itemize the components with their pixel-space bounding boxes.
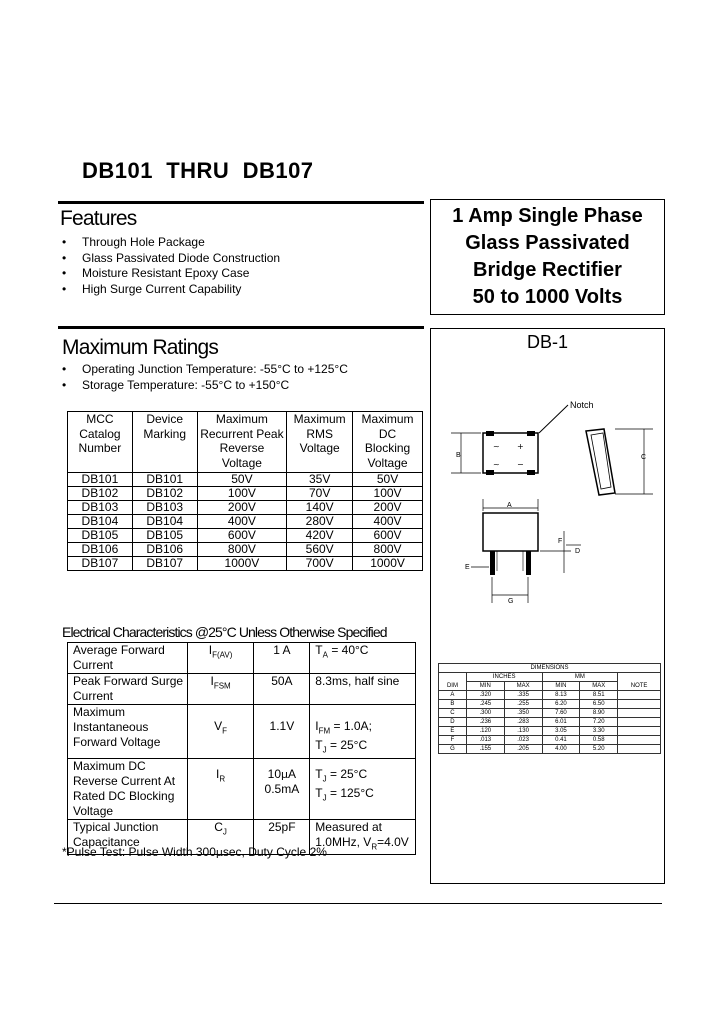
condition-cell: 8.3ms, half sine xyxy=(310,674,416,705)
table-cell xyxy=(618,745,661,754)
condition-cell: $T_J = 25^\circ C$ $T_J = 125^\circ C$ xyxy=(310,758,416,819)
table-row xyxy=(68,674,416,705)
table-cell: 3.30 xyxy=(580,727,618,736)
ac-symbol: ~ xyxy=(493,442,500,451)
features-heading: Features xyxy=(60,207,137,230)
package-drawing xyxy=(431,329,664,629)
value-cell: 1.1V xyxy=(254,705,310,759)
ac-symbol: ~ xyxy=(493,460,500,469)
list-item: • Moisture Resistant Epoxy Case xyxy=(62,266,280,282)
table-cell: DB107 xyxy=(68,557,133,571)
table-row xyxy=(68,557,423,571)
table-cell: 7.20 xyxy=(580,718,618,727)
table-header: Maximum Recurrent Peak Reverse Voltage xyxy=(197,412,287,473)
max-header: MAX xyxy=(580,682,618,691)
table-cell: 50V xyxy=(353,473,423,487)
description-line: 1 Amp Single Phase xyxy=(452,205,643,227)
table-cell: 420V xyxy=(287,529,353,543)
table-cell: DB104 xyxy=(132,515,197,529)
value-cell: 1 A xyxy=(254,643,310,674)
dim-label-g: G xyxy=(508,598,514,605)
table-cell: 600V xyxy=(197,529,287,543)
list-item: • Glass Passivated Diode Construction xyxy=(62,251,280,267)
table-cell: .255 xyxy=(504,700,542,709)
page-title: DB101 THRU DB107 xyxy=(82,158,314,183)
dim-label-c: C xyxy=(641,454,647,461)
dim-label-a: A xyxy=(507,502,512,509)
table-header: MCC Catalog Number xyxy=(68,412,133,473)
symbol-cell: $I_{FSM}$ xyxy=(187,674,254,705)
condition-cell: Measured at 1.0MHz, $V_R=4.0V$ xyxy=(310,819,416,854)
table-cell: 140V xyxy=(287,501,353,515)
table-cell xyxy=(618,709,661,718)
min-header: MIN xyxy=(542,682,580,691)
table-cell: 200V xyxy=(197,501,287,515)
condition-cell: $T_A = 40^\circ C$ xyxy=(310,643,416,674)
table-cell: 400V xyxy=(353,515,423,529)
minus-symbol: − xyxy=(517,460,524,469)
table-cell: 0.58 xyxy=(580,736,618,745)
list-item: • Operating Junction Temperature: -55°C to +125°C xyxy=(62,362,348,378)
plus-symbol: + xyxy=(517,442,524,451)
symbol-cell: $C_J$ xyxy=(187,819,254,854)
table-cell xyxy=(618,727,661,736)
param-cell: Maximum DC Reverse Current At Rated DC Blocking Voltage xyxy=(68,758,188,819)
table-cell: 7.60 xyxy=(542,709,580,718)
table-cell: DB102 xyxy=(132,487,197,501)
table-cell: 100V xyxy=(353,487,423,501)
table-cell: 100V xyxy=(197,487,287,501)
table-cell: DB103 xyxy=(132,501,197,515)
list-item: • High Surge Current Capability xyxy=(62,282,280,298)
table-cell: DB103 xyxy=(68,501,133,515)
electrical-heading: Electrical Characteristics @25°C Unless Otherwise Specified xyxy=(62,624,387,640)
table-row xyxy=(68,758,416,819)
param-cell: Average Forward Current xyxy=(68,643,188,674)
table-cell: E xyxy=(439,727,467,736)
param-cell: Typical Junction Capacitance xyxy=(68,819,188,854)
table-cell: 800V xyxy=(197,543,287,557)
table-cell: .155 xyxy=(466,745,504,754)
table-cell: 280V xyxy=(287,515,353,529)
table-cell: DB101 xyxy=(132,473,197,487)
description-line: 50 to 1000 Volts xyxy=(472,286,623,308)
max-ratings-list xyxy=(62,362,348,393)
pin-stub xyxy=(486,470,494,475)
table-cell: DB105 xyxy=(132,529,197,543)
dim-label-f: F xyxy=(558,538,563,545)
features-list xyxy=(62,235,280,297)
package-top-view xyxy=(483,433,538,473)
table-cell: DB107 xyxy=(132,557,197,571)
table-row xyxy=(68,543,423,557)
table-cell: 8.90 xyxy=(580,709,618,718)
table-row xyxy=(68,487,423,501)
symbol-cell: $V_F$ xyxy=(187,705,254,759)
value-cell: 10μA 0.5mA xyxy=(254,758,310,819)
table-cell: 0.41 xyxy=(542,736,580,745)
table-cell: 700V xyxy=(287,557,353,571)
table-cell xyxy=(618,691,661,700)
bottom-divider xyxy=(54,903,662,904)
footnote: *Pulse Test: Pulse Width 300μsec, Duty Cycle 2% xyxy=(62,845,327,859)
table-cell: 200V xyxy=(353,501,423,515)
electrical-table xyxy=(67,642,416,855)
package-front-view xyxy=(483,513,538,551)
table-cell: 1000V xyxy=(353,557,423,571)
table-cell: .023 xyxy=(504,736,542,745)
max-header: MAX xyxy=(504,682,542,691)
table-row xyxy=(68,643,416,674)
table-row xyxy=(68,705,416,759)
table-cell: DB104 xyxy=(68,515,133,529)
table-cell: .205 xyxy=(504,745,542,754)
table-cell: A xyxy=(439,691,467,700)
table-cell xyxy=(618,736,661,745)
description-line: Bridge Rectifier xyxy=(473,259,622,281)
table-cell: DB102 xyxy=(68,487,133,501)
dimensions-title: DIMENSIONS xyxy=(439,664,661,673)
list-item: • Storage Temperature: -55°C to +150°C xyxy=(62,378,348,394)
divider xyxy=(58,201,424,204)
table-cell: .300 xyxy=(466,709,504,718)
table-cell: B xyxy=(439,700,467,709)
table-cell: 8.51 xyxy=(580,691,618,700)
table-cell: 3.05 xyxy=(542,727,580,736)
table-cell: 800V xyxy=(353,543,423,557)
table-cell: 50V xyxy=(197,473,287,487)
dim-label-b: B xyxy=(456,452,461,459)
table-header: Device Marking xyxy=(132,412,197,473)
table-cell: G xyxy=(439,745,467,754)
dim-label-e: E xyxy=(465,564,470,571)
table-cell: F xyxy=(439,736,467,745)
table-cell: 8.13 xyxy=(542,691,580,700)
symbol-cell: $I_{F(AV)}$ xyxy=(187,643,254,674)
table-cell: .350 xyxy=(504,709,542,718)
table-cell: DB106 xyxy=(132,543,197,557)
table-cell: .283 xyxy=(504,718,542,727)
description-box xyxy=(430,199,665,315)
table-cell xyxy=(618,700,661,709)
description-line: Glass Passivated xyxy=(465,232,630,254)
table-cell: 1000V xyxy=(197,557,287,571)
notch-label: Notch xyxy=(570,400,594,410)
package-name: DB-1 xyxy=(526,332,568,352)
mm-header: MM xyxy=(542,673,618,682)
table-cell: .013 xyxy=(466,736,504,745)
divider xyxy=(58,326,424,329)
table-row xyxy=(439,736,661,745)
list-item: • Through Hole Package xyxy=(62,235,280,251)
value-cell: 25pF xyxy=(254,819,310,854)
table-cell: 400V xyxy=(197,515,287,529)
table-row xyxy=(439,709,661,718)
max-ratings-table xyxy=(67,411,423,571)
table-cell: 6.01 xyxy=(542,718,580,727)
package-box xyxy=(430,328,665,884)
table-row xyxy=(68,529,423,543)
table-cell: 6.50 xyxy=(580,700,618,709)
table-cell: DB105 xyxy=(68,529,133,543)
pin-stub xyxy=(486,431,494,436)
pin-stub xyxy=(527,470,535,475)
symbol-cell: $I_R$ xyxy=(187,758,254,819)
table-cell: D xyxy=(439,718,467,727)
table-cell: 6.20 xyxy=(542,700,580,709)
table-cell xyxy=(618,718,661,727)
inches-header: INCHES xyxy=(466,673,542,682)
table-cell: .320 xyxy=(466,691,504,700)
table-cell: 5.20 xyxy=(580,745,618,754)
table-cell: 70V xyxy=(287,487,353,501)
table-cell: .120 xyxy=(466,727,504,736)
table-cell: DB106 xyxy=(68,543,133,557)
dim-label-d: D xyxy=(575,548,581,555)
value-cell: 50A xyxy=(254,674,310,705)
table-cell: 560V xyxy=(287,543,353,557)
dimensions-table xyxy=(438,663,661,754)
table-row xyxy=(68,473,423,487)
table-cell: 4.00 xyxy=(542,745,580,754)
table-cell: C xyxy=(439,709,467,718)
table-cell: DB101 xyxy=(68,473,133,487)
pin xyxy=(490,551,495,575)
table-row xyxy=(439,727,661,736)
table-header: Maximum RMS Voltage xyxy=(287,412,353,473)
min-header: MIN xyxy=(466,682,504,691)
pin xyxy=(526,551,531,575)
note-header: NOTE xyxy=(618,673,661,691)
table-row xyxy=(68,501,423,515)
table-row xyxy=(68,515,423,529)
param-cell: Maximum Instantaneous Forward Voltage xyxy=(68,705,188,759)
pin-stub xyxy=(527,431,535,436)
max-ratings-heading: Maximum Ratings xyxy=(62,336,219,359)
table-row xyxy=(439,745,661,754)
table-cell: 600V xyxy=(353,529,423,543)
table-cell: .245 xyxy=(466,700,504,709)
condition-cell: $I_{FM} = 1.0A$; $T_J = 25^\circ C$ xyxy=(310,705,416,759)
table-cell: .236 xyxy=(466,718,504,727)
table-row xyxy=(439,700,661,709)
table-cell: .335 xyxy=(504,691,542,700)
table-row xyxy=(439,718,661,727)
table-cell: 35V xyxy=(287,473,353,487)
notch-pointer xyxy=(539,405,568,433)
table-row xyxy=(439,691,661,700)
param-cell: Peak Forward Surge Current xyxy=(68,674,188,705)
table-cell: .130 xyxy=(504,727,542,736)
dim-header: DIM xyxy=(439,673,467,691)
table-header: Maximum DC Blocking Voltage xyxy=(353,412,423,473)
